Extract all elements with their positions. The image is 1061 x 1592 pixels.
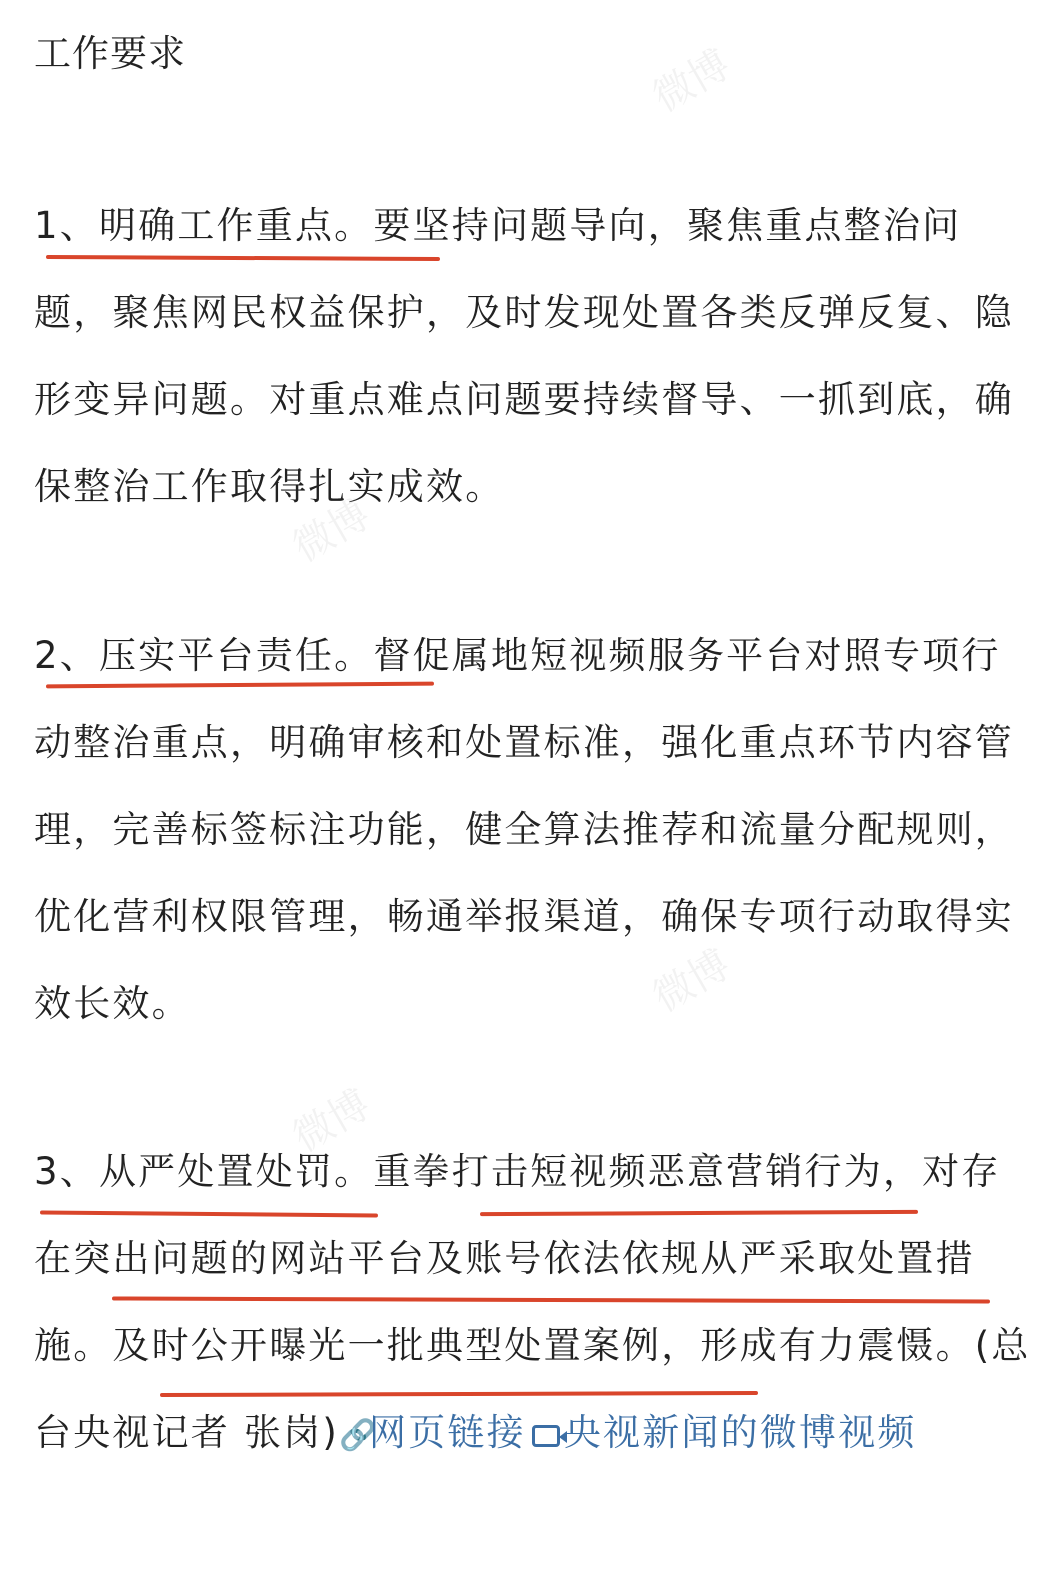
watermark: 微博 <box>645 41 738 122</box>
watermark: 微博 <box>645 941 738 1022</box>
video-link[interactable] <box>526 1411 917 1454</box>
requirement-paragraph-1 <box>34 182 1034 530</box>
watermark: 微博 <box>285 1081 378 1162</box>
link-icon: 🔗 <box>339 1418 379 1453</box>
video-link-label: 央视新闻的微博视频 <box>563 1411 917 1454</box>
web-link-label: 网页链接 <box>369 1411 526 1454</box>
section-heading: 工作要求 <box>34 32 186 75</box>
paragraph-body: 要坚持问题导向，聚焦重点整治问题，聚焦网民权益保护，及时发现处置各类反弹反复、隐形变异问题。对重点难点问题要持续督导、一抓到底，确保整治工作取得扎实成效。 <box>34 204 1014 508</box>
paragraph-body: 督促属地短视频服务平台对照专项行动整治重点，明确审核和处置标准，强化重点环节内容管理，完善标签标注功能，健全算法推荐和流量分配规则，优化营利权限管理，畅通举报渠道，确保专项行动取得实效长效。 <box>34 634 1014 1025</box>
requirement-paragraph-2 <box>34 612 1034 1047</box>
paragraph-body: 重拳打击短视频恶意营销行为，对存在突出问题的网站平台及账号依法依规从严采取处置措施。及时公开曝光一批典型处置案例，形成有力震慑。(总台央视记者 张岗) <box>34 1150 1031 1454</box>
video-camera-icon <box>532 1425 560 1447</box>
watermark: 微博 <box>285 491 378 572</box>
web-link[interactable] <box>339 1411 526 1454</box>
paragraph-lead: 3、从严处置处罚。 <box>34 1150 374 1193</box>
paragraph-lead: 1、明确工作重点。 <box>34 204 374 247</box>
requirement-paragraph-3 <box>34 1128 1034 1479</box>
paragraph-lead: 2、压实平台责任。 <box>34 634 374 677</box>
